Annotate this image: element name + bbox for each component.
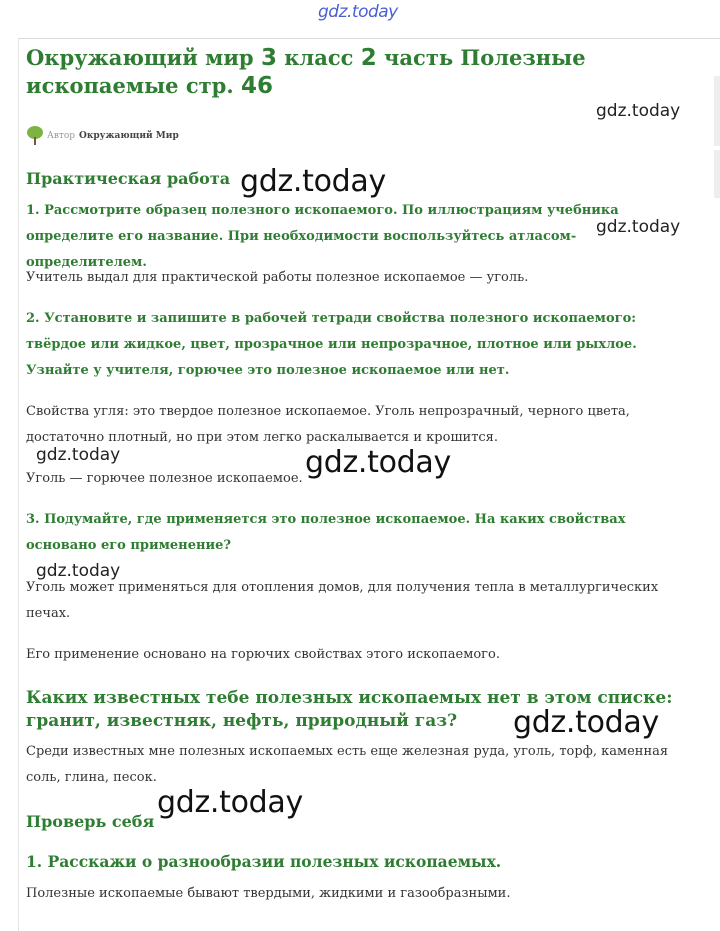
watermark: gdz.today [513,705,659,740]
page-title: Окружающий мир 3 класс 2 часть Полезные ископаемые стр. 46 [26,45,586,99]
question-4: Каких известных тебе полезных ископаемых нет в этом списке: гранит, известняк, нефть, природный газ? [26,688,673,731]
answer-1: Учитель выдал для практической работы полезное ископаемое — уголь. [26,270,529,285]
watermark: gdz.today [596,217,681,237]
question-1: 1. Рассмотрите образец полезного ископаемого. По иллюстрациям учебника определите его название. При необходимости воспользуйтесь атласом-определителем. [26,203,619,270]
watermark: gdz.today [596,101,681,121]
author-line [26,126,179,146]
side-tab[interactable] [714,76,720,146]
practical-heading: Практическая работа [26,169,231,188]
side-tab[interactable] [714,150,720,198]
content-frame-left [18,38,19,931]
question-3: 3. Подумайте, где применяется это полезное ископаемое. На каких свойствах основано его применение? [26,512,626,553]
answer-3-basis: Его применение основано на горючих свойствах этого ископаемого. [26,647,500,662]
answer-2-properties: Свойства угля: это твердое полезное ископаемое. Уголь непрозрачный, черного цвета, достаточно плотный, но при этом легко раскалывается и крошится. [26,404,630,445]
answer-2-combustible: Уголь — горючее полезное ископаемое. [26,471,303,486]
watermark: gdz.today [318,2,398,22]
answer-4: Среди известных мне полезных ископаемых есть еще железная руда, уголь, торф, каменная соль, глина, песок. [26,744,669,785]
check-heading: Проверь себя [26,812,155,831]
check-question-1: 1. Расскажи о разнообразии полезных ископаемых. [26,852,502,871]
watermark: gdz.today [305,445,451,480]
watermark: gdz.today [36,445,121,465]
author-name[interactable]: Окружающий Мир [79,131,179,141]
tree-icon [26,126,44,146]
watermark: gdz.today [157,785,303,820]
answer-3-usage: Уголь может применяться для отопления домов, для получения тепла в металлургических печах. [26,580,659,621]
question-2: 2. Установите и запишите в рабочей тетради свойства полезного ископаемого: твёрдое или жидкое, цвет, прозрачное или непрозрачное, плотное или рыхлое. Узнайте у учителя, горючее это полезное ископаемое или нет. [26,311,637,378]
watermark: gdz.today [240,164,386,199]
content-frame-top [18,38,720,39]
check-answer-1: Полезные ископаемые бывают твердыми, жидкими и газообразными. [26,886,511,901]
author-label: Автор [47,131,76,141]
watermark: gdz.today [36,561,121,581]
